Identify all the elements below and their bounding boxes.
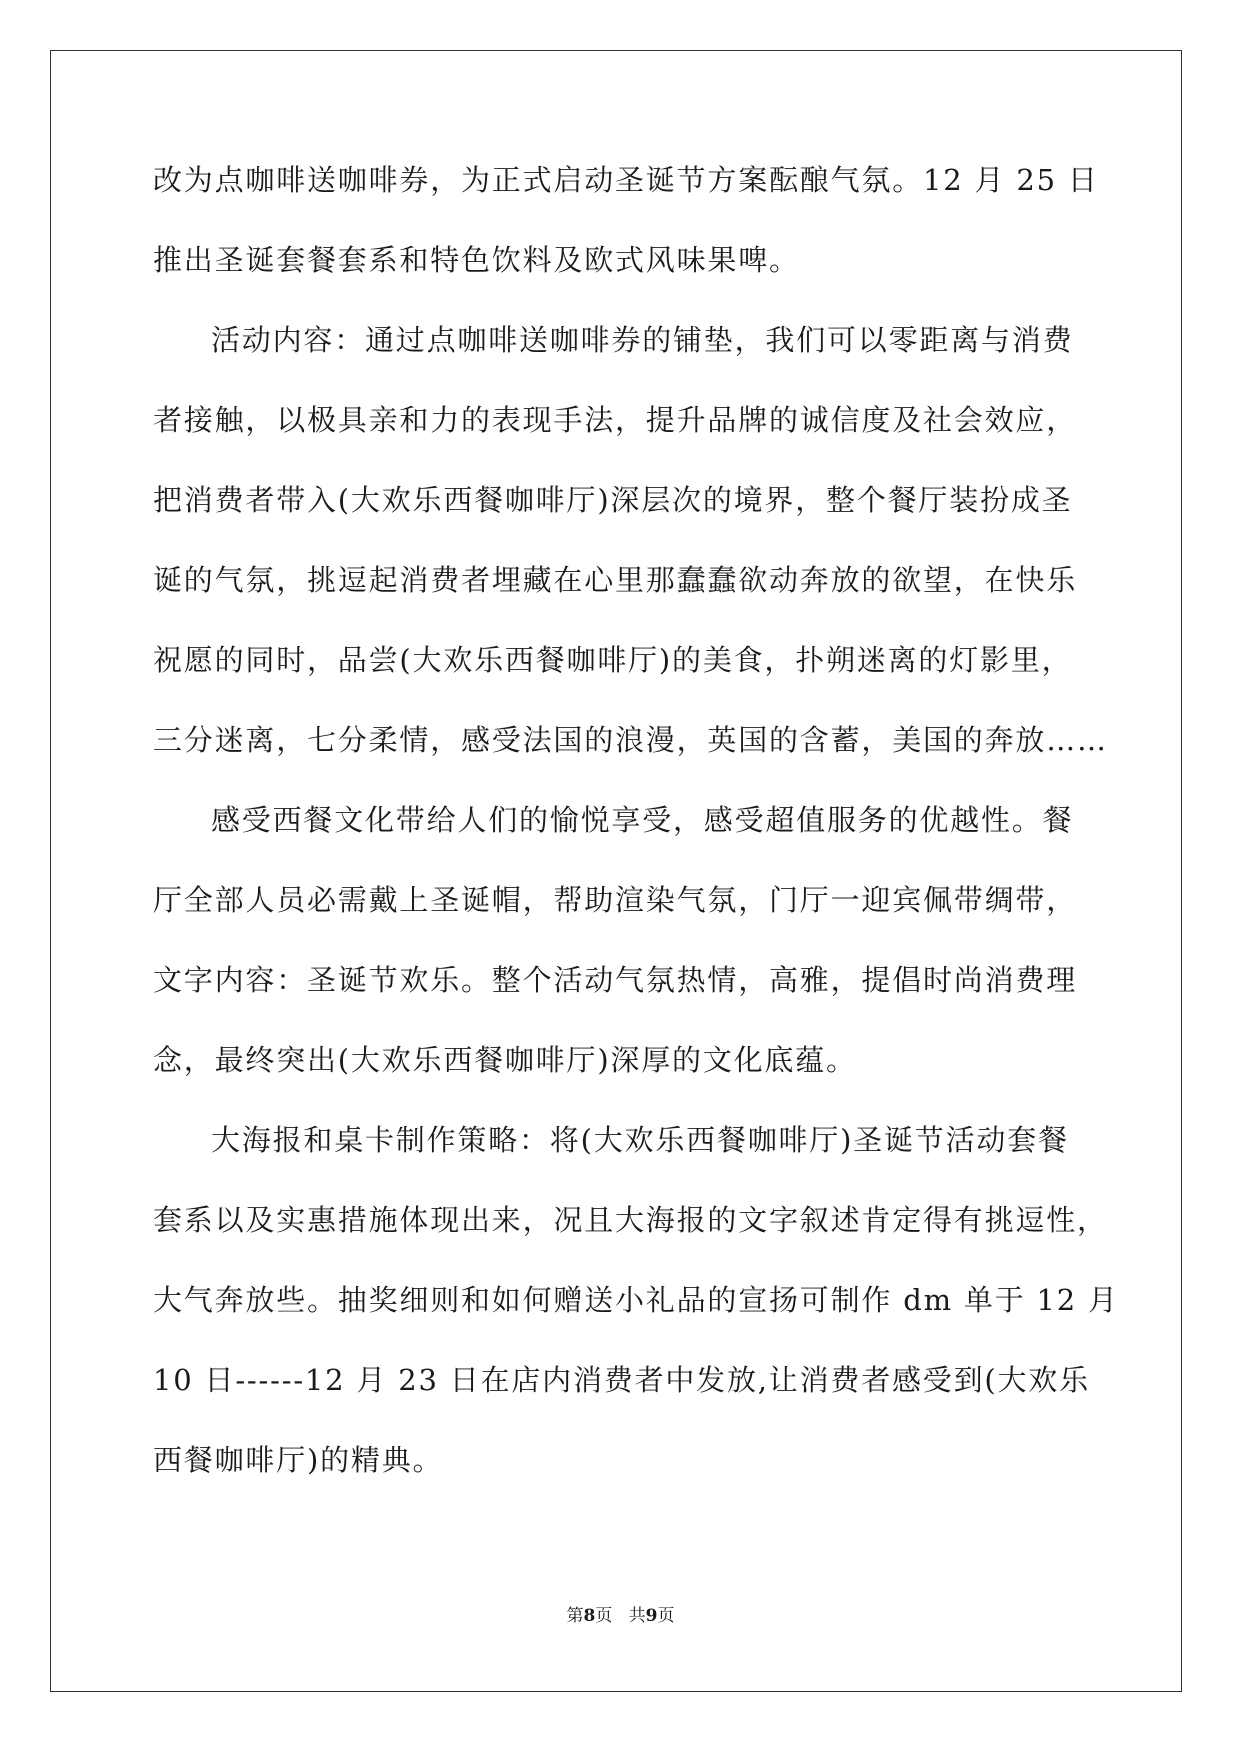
text-line: 文字内容：圣诞节欢乐。整个活动气氛热情，高雅，提倡时尚消费理: [153, 963, 1078, 997]
total-page-number: 9: [645, 1606, 658, 1626]
footer-total-prefix: 共: [628, 1606, 646, 1626]
footer-page-suffix: 页: [595, 1606, 613, 1626]
footer-page-prefix: 第: [566, 1606, 584, 1626]
text-line: 大气奔放些。抽奖细则和如何赠送小礼品的宣扬可制作 dm 单于 12 月: [153, 1283, 1119, 1317]
text-line: 诞的气氛，挑逗起消费者埋藏在心里那蠢蠢欲动奔放的欲望，在快乐: [153, 563, 1078, 597]
text-line: 推出圣诞套餐套系和特色饮料及欧式风味果啤。: [153, 243, 800, 277]
text-line: 祝愿的同时，品尝(大欢乐西餐咖啡厅)的美食，扑朔迷离的灯影里，: [153, 643, 1073, 677]
text-line: 改为点咖啡送咖啡券，为正式启动圣诞节方案酝酿气氛。12 月 25 日: [153, 163, 1099, 197]
text-line: 三分迷离，七分柔情，感受法国的浪漫，英国的含蓄，美国的奔放……: [153, 723, 1108, 757]
text-line: 10 日------12 月 23 日在店内消费者中发放,让消费者感受到(大欢乐: [153, 1363, 1090, 1397]
paragraph-start-line: 活动内容：通过点咖啡送咖啡券的铺垫，我们可以零距离与消费: [211, 323, 1074, 357]
text-line: 把消费者带入(大欢乐西餐咖啡厅)深层次的境界，整个餐厅装扮成圣: [153, 483, 1073, 517]
text-line: 西餐咖啡厅)的精典。: [153, 1443, 444, 1477]
page-footer: [0, 1605, 1241, 1627]
footer-total-suffix: 页: [657, 1606, 675, 1626]
paragraph-start-line: 感受西餐文化带给人们的愉悦享受，感受超值服务的优越性。餐: [211, 803, 1074, 837]
paragraph-start-line: 大海报和桌卡制作策略：将(大欢乐西餐咖啡厅)圣诞节活动套餐: [211, 1123, 1069, 1157]
text-line: 念，最终突出(大欢乐西餐咖啡厅)深厚的文化底蕴。: [153, 1043, 857, 1077]
current-page-number: 8: [583, 1606, 596, 1626]
text-line: 套系以及实惠措施体现出来，况且大海报的文字叙述肯定得有挑逗性，: [153, 1203, 1108, 1237]
text-line: 者接触，以极具亲和力的表现手法，提升品牌的诚信度及社会效应，: [153, 403, 1078, 437]
text-line: 厅全部人员必需戴上圣诞帽，帮助渲染气氛，门厅一迎宾佩带绸带，: [153, 883, 1078, 917]
